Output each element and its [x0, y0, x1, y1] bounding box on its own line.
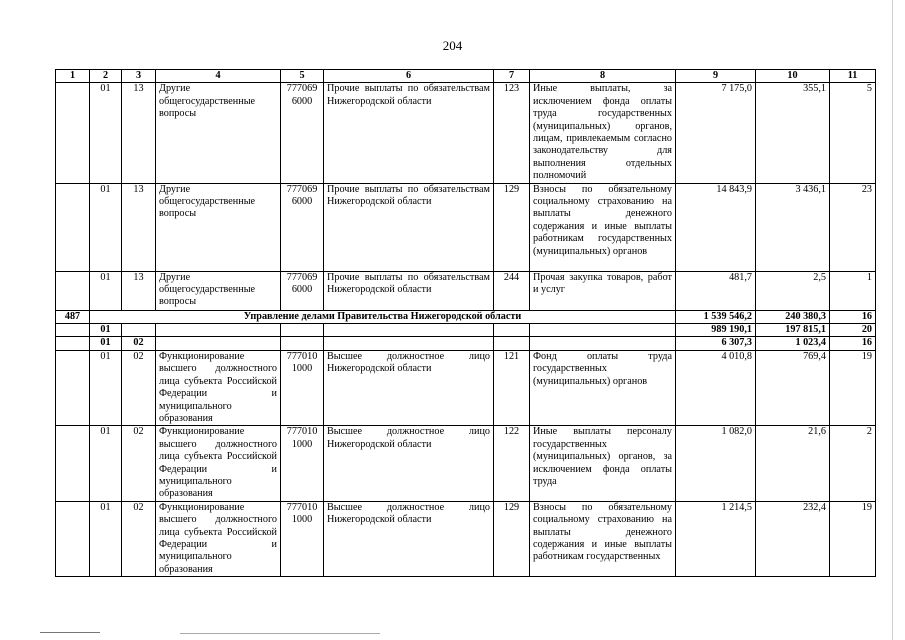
cell-empty — [494, 337, 530, 350]
cell-plan: 4 010,8 — [676, 350, 756, 425]
page-number: 204 — [442, 38, 463, 53]
cell-target-code: 777010 1000 — [281, 426, 324, 501]
cell-target-code: 777069 6000 — [281, 83, 324, 183]
cell-subsection-name: Функционирование высшего должностного лица субъекта Российской Федерации и муниципального образования — [156, 501, 281, 576]
cell-expense-name: Прочая закупка товаров, работ и услуг — [530, 271, 676, 310]
cell-plan: 6 307,3 — [676, 337, 756, 350]
cell-actual: 3 436,1 — [756, 183, 830, 271]
cell-empty — [56, 426, 90, 501]
budget-table — [55, 69, 876, 577]
cell-empty — [56, 501, 90, 576]
cell-expense-code: 129 — [494, 183, 530, 271]
cell-agency — [56, 183, 90, 271]
cell-subsection-name: Функционирование высшего должностного лица субъекта Российской Федерации и муниципального образования — [156, 426, 281, 501]
cell-plan: 1 214,5 — [676, 501, 756, 576]
cell-expense-code: 129 — [494, 501, 530, 576]
cell-empty — [156, 337, 281, 350]
cell-plan: 1 539 546,2 — [676, 310, 756, 323]
cell-percent: 19 — [830, 501, 876, 576]
cell-plan: 14 843,9 — [676, 183, 756, 271]
col-header-4: 4 — [156, 70, 281, 83]
table-row — [56, 183, 876, 271]
cell-expense-code: 122 — [494, 426, 530, 501]
scan-edge — [892, 0, 893, 640]
cell-percent: 23 — [830, 183, 876, 271]
cell-actual: 2,5 — [756, 271, 830, 310]
cell-actual: 1 023,4 — [756, 337, 830, 350]
col-header-6: 6 — [324, 70, 494, 83]
cell-target-name: Высшее должностное лицо Нижегородской области — [324, 350, 494, 425]
cell-section: 01 — [90, 426, 122, 501]
cell-agency — [56, 271, 90, 310]
cell-subsection-name: Функционирование высшего должностного лица субъекта Российской Федерации и муниципального образования — [156, 350, 281, 425]
col-header-11: 11 — [830, 70, 876, 83]
cell-expense-name: Иные выплаты, за исключением фонда оплаты труда государственных (муниципальных) органов, лицам, привлекаемым согласно законодательству для выполнения отдельных полномочий — [530, 83, 676, 183]
cell-target-name: Прочие выплаты по обязательствам Нижегородской области — [324, 83, 494, 183]
col-header-1: 1 — [56, 70, 90, 83]
cell-plan: 481,7 — [676, 271, 756, 310]
cell-agency-code: 487 — [56, 310, 90, 323]
cell-percent: 2 — [830, 426, 876, 501]
subsection-total-row — [56, 337, 876, 350]
cell-actual: 769,4 — [756, 350, 830, 425]
cell-empty — [56, 324, 90, 337]
section-total-row — [56, 324, 876, 337]
cell-expense-name: Взносы по обязательному социальному страхованию на выплаты денежного содержания и иные выплаты работникам государственных (муниципальных) органов — [530, 183, 676, 271]
cell-subsection-name: Другие общегосударственные вопросы — [156, 83, 281, 183]
cell-target-name: Высшее должностное лицо Нижегородской области — [324, 501, 494, 576]
cell-percent: 20 — [830, 324, 876, 337]
cell-expense-name: Иные выплаты персоналу государственных (муниципальных) органов, за исключением фонда оплаты труда — [530, 426, 676, 501]
cell-percent: 19 — [830, 350, 876, 425]
col-header-8: 8 — [530, 70, 676, 83]
cell-subsection: 13 — [122, 183, 156, 271]
table-row — [56, 83, 876, 183]
cell-target-name: Прочие выплаты по обязательствам Нижегородской области — [324, 271, 494, 310]
cell-target-code: 777069 6000 — [281, 271, 324, 310]
footer-rule — [40, 632, 100, 633]
cell-subsection: 02 — [122, 426, 156, 501]
cell-empty — [530, 324, 676, 337]
cell-agency — [56, 83, 90, 183]
table-row — [56, 426, 876, 501]
cell-expense-name: Фонд оплаты труда государственных (муниципальных) органов — [530, 350, 676, 425]
cell-target-code: 777010 1000 — [281, 350, 324, 425]
cell-percent: 16 — [830, 337, 876, 350]
cell-section: 01 — [90, 324, 122, 337]
cell-empty — [281, 324, 324, 337]
cell-target-code: 777010 1000 — [281, 501, 324, 576]
table-row — [56, 501, 876, 576]
agency-total-row — [56, 310, 876, 323]
agency-title: Управление делами Правительства Нижегородской области — [90, 310, 676, 323]
footer-rule — [180, 633, 380, 634]
cell-subsection: 02 — [122, 350, 156, 425]
cell-actual: 355,1 — [756, 83, 830, 183]
table-row — [56, 271, 876, 310]
cell-target-name: Высшее должностное лицо Нижегородской области — [324, 426, 494, 501]
cell-subsection: 13 — [122, 271, 156, 310]
cell-expense-code: 123 — [494, 83, 530, 183]
table-row — [56, 350, 876, 425]
cell-plan: 1 082,0 — [676, 426, 756, 501]
cell-empty — [122, 324, 156, 337]
col-header-9: 9 — [676, 70, 756, 83]
cell-empty — [324, 324, 494, 337]
cell-empty — [56, 337, 90, 350]
cell-section: 01 — [90, 83, 122, 183]
cell-actual: 240 380,3 — [756, 310, 830, 323]
cell-subsection: 02 — [122, 501, 156, 576]
cell-section: 01 — [90, 337, 122, 350]
cell-expense-code: 121 — [494, 350, 530, 425]
cell-empty — [56, 350, 90, 425]
col-header-2: 2 — [90, 70, 122, 83]
cell-section: 01 — [90, 350, 122, 425]
cell-percent: 16 — [830, 310, 876, 323]
cell-subsection: 13 — [122, 83, 156, 183]
cell-expense-code: 244 — [494, 271, 530, 310]
cell-empty — [156, 324, 281, 337]
cell-empty — [281, 337, 324, 350]
col-header-5: 5 — [281, 70, 324, 83]
cell-plan: 7 175,0 — [676, 83, 756, 183]
cell-target-name: Прочие выплаты по обязательствам Нижегородской области — [324, 183, 494, 271]
cell-subsection-name: Другие общегосударственные вопросы — [156, 271, 281, 310]
cell-actual: 197 815,1 — [756, 324, 830, 337]
cell-target-code: 777069 6000 — [281, 183, 324, 271]
cell-empty — [494, 324, 530, 337]
cell-section: 01 — [90, 501, 122, 576]
cell-percent: 1 — [830, 271, 876, 310]
table-header-row — [56, 70, 876, 83]
cell-subsection: 02 — [122, 337, 156, 350]
col-header-3: 3 — [122, 70, 156, 83]
cell-plan: 989 190,1 — [676, 324, 756, 337]
cell-actual: 232,4 — [756, 501, 830, 576]
cell-section: 01 — [90, 183, 122, 271]
cell-section: 01 — [90, 271, 122, 310]
cell-expense-name: Взносы по обязательному социальному страхованию на выплаты денежного содержания и иные выплаты работникам государственных — [530, 501, 676, 576]
cell-empty — [324, 337, 494, 350]
cell-subsection-name: Другие общегосударственные вопросы — [156, 183, 281, 271]
cell-actual: 21,6 — [756, 426, 830, 501]
cell-empty — [530, 337, 676, 350]
col-header-7: 7 — [494, 70, 530, 83]
cell-percent: 5 — [830, 83, 876, 183]
col-header-10: 10 — [756, 70, 830, 83]
